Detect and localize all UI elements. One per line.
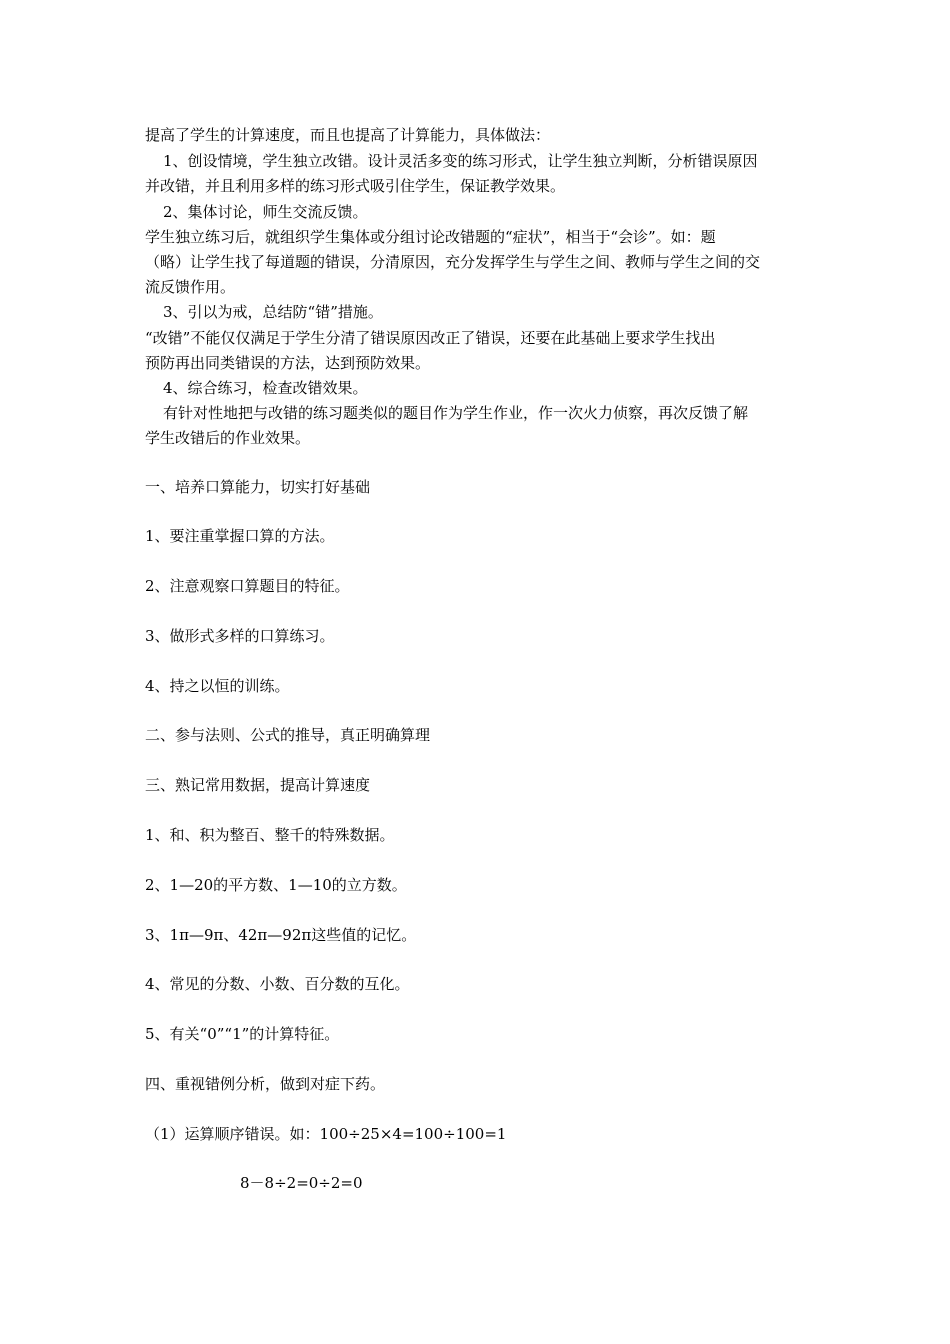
paragraph-line: 预防再出同类错误的方法，达到预防效果。 <box>145 354 431 372</box>
paragraph-line: “改错”不能仅仅满足于学生分清了错误原因改正了错误，还要在此基础上要求学生找出 <box>145 329 716 347</box>
paragraph-line: 流反馈作用。 <box>145 278 236 296</box>
paragraph-line: 学生改错后的作业效果。 <box>145 429 311 447</box>
paragraph-line: 提高了学生的计算速度，而且也提高了计算能力，具体做法： <box>145 126 551 144</box>
paragraph-line: 有针对性地把与改错的练习题类似的题目作为学生作业，作一次火力侦察，再次反馈了解 <box>163 404 749 422</box>
section-heading: 一、培养口算能力，切实打好基础 <box>145 478 371 496</box>
paragraph-line: 1、创设情境，学生独立改错。设计灵活多变的练习形式，让学生独立判断，分析错误原因 <box>163 152 758 170</box>
example-line: （1）运算顺序错误。如：100÷25×4=100÷100=1 <box>145 1125 507 1143</box>
list-item: 3、做形式多样的口算练习。 <box>145 627 335 645</box>
paragraph-line: 4、综合练习，检查改错效果。 <box>163 379 368 397</box>
list-item: 4、常见的分数、小数、百分数的互化。 <box>145 975 410 993</box>
paragraph-line: 2、集体讨论，师生交流反馈。 <box>163 203 368 221</box>
list-item: 2、注意观察口算题目的特征。 <box>145 577 350 595</box>
list-item: 2、1—20的平方数、1—10的立方数。 <box>145 876 407 894</box>
section-heading: 二、参与法则、公式的推导，真正明确算理 <box>145 726 431 744</box>
paragraph-line: （略）让学生找了每道题的错误，分清原因，充分发挥学生与学生之间、教师与学生之间的交 <box>145 253 761 271</box>
list-item: 1、要注重掌握口算的方法。 <box>145 527 335 545</box>
list-item: 3、1π—9π、42π—92π这些值的记忆。 <box>145 926 417 944</box>
list-item: 1、和、积为整百、整千的特殊数据。 <box>145 826 395 844</box>
section-heading: 四、重视错例分析，做到对症下药。 <box>145 1075 386 1093</box>
paragraph-line: 学生独立练习后，就组织学生集体或分组讨论改错题的“症状”，相当于“会诊”。如：题 <box>145 228 716 246</box>
list-item: 4、持之以恒的训练。 <box>145 677 290 695</box>
formula-line: 8－8÷2=0÷2=0 <box>240 1174 363 1192</box>
section-heading: 三、熟记常用数据，提高计算速度 <box>145 776 371 794</box>
paragraph-line: 3、引以为戒，总结防“错”措施。 <box>163 303 383 321</box>
paragraph-line: 并改错，并且利用多样的练习形式吸引住学生，保证教学效果。 <box>145 177 566 195</box>
list-item: 5、有关“0”“1”的计算特征。 <box>145 1025 340 1043</box>
